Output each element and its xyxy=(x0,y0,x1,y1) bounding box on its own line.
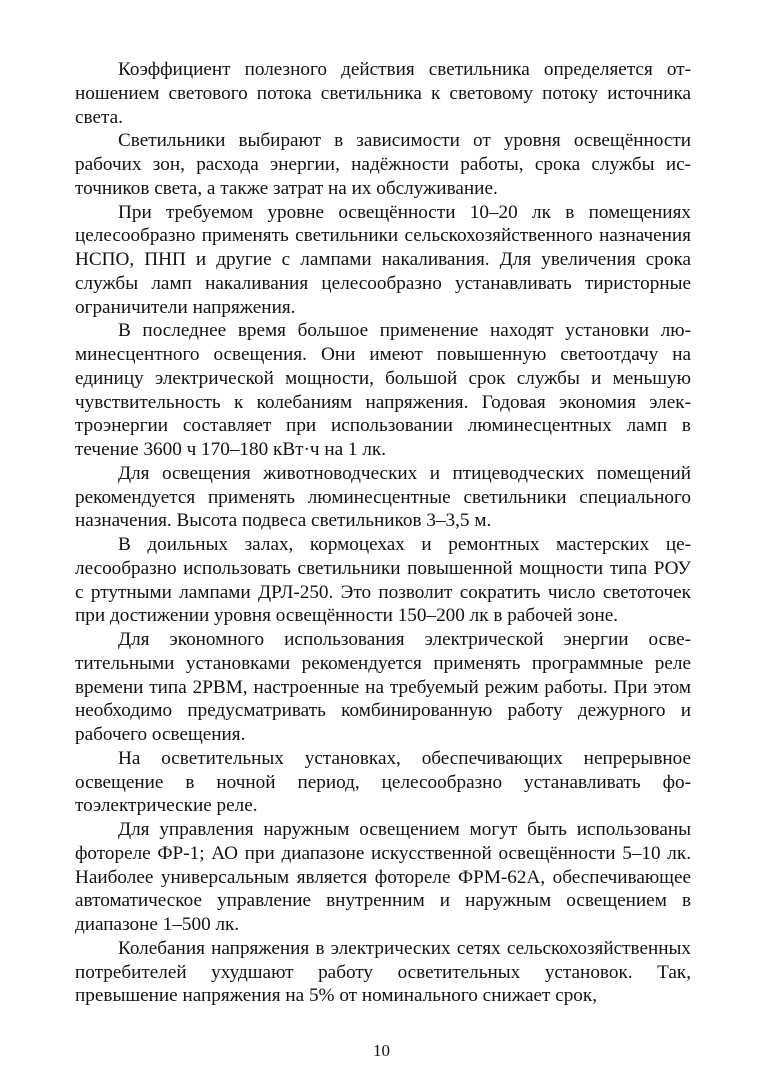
page-number: 10 xyxy=(373,1041,390,1060)
paragraph-9: Для управления наружным освещением могут быть использованы фотореле ФР-1; АО при диапазоне искусственной освещённости 5–10 лк. Наиболее универсальным является фотореле ФРМ-62А, обеспечивающее автоматическое управление внутренним и наружным освещением в диапазоне 1–500 лк. xyxy=(75,819,691,935)
paragraph-4: В последнее время большое применение находят установки люминесцентного освещения. Они имеют повышенную светоотдачу на единицу электрической мощности, большой срок службы и меньшую чувствительность к колебаниям напряжения. Годовая экономия электроэнергии составляет при использовании люминесцентных ламп в течение 3600 ч 170–180 кВт·ч на 1 лк. xyxy=(75,320,691,460)
paragraph-7: Для экономного использования электрической энергии осветительными установками рекомендуется применять программные реле времени типа 2РВМ, настроенные на требуемый режим работы. При этом необходимо предусматривать комбинированную работу дежурного и рабочего освещения. xyxy=(75,629,691,745)
page-body xyxy=(75,58,691,1008)
paragraph-3: При требуемом уровне освещённости 10–20 лк в помещениях целесообразно применять светильники сельскохозяйственного назначения НСПО, ПНП и другие с лампами накаливания. Для увеличения срока службы ламп накаливания целесообразно устанавливать тиристорные ограничители напряжения. xyxy=(75,201,691,318)
paragraph-10: Колебания напряжения в электрических сетях сельскохозяйственных потребителей ухудшают работу осветительных установок. Так, превышение напряжения на 5% от номинального снижает срок, xyxy=(75,937,691,1007)
paragraph-5: Для освещения животноводческих и птицеводческих помещений рекомендуется применять люминесцентные светильники специального назначения. Высота подвеса светильников 3–3,5 м. xyxy=(75,462,691,532)
paragraph-2: Светильники выбирают в зависимости от уровня освещённости рабочих зон, расхода энергии, надёжности работы, срока службы источников света, а также затрат на их обслуживание. xyxy=(75,130,691,199)
paragraph-6: В доильных залах, кормоцехах и ремонтных мастерских целесообразно использовать светильники повышенной мощности типа РОУ с ртутными лампами ДРЛ-250. Это позволит сократить число светоточек при достижении уровня освещённости 150–200 лк в рабочей зоне. xyxy=(75,534,691,627)
paragraph-1: Коэффициент полезного действия светильника определяется отношением светового потока светильника к световому потоку источника света. xyxy=(75,59,691,128)
paragraph-8: На осветительных установках, обеспечивающих непрерывное освещение в ночной период, целесообразно устанавливать фотоэлектрические реле. xyxy=(75,747,691,817)
